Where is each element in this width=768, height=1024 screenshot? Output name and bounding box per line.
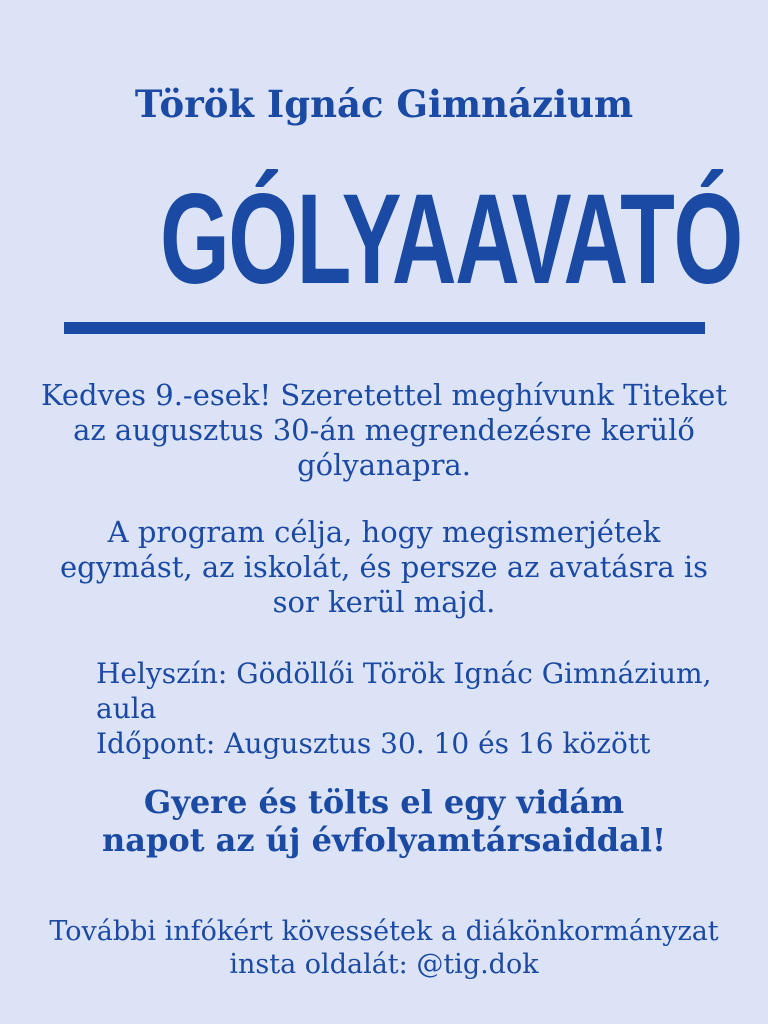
event-title: GÓLYAAVATÓ xyxy=(160,168,742,311)
purpose-paragraph: A program célja, hogy megismerjétek egymást, az iskolát, és persze az avatásra is sor kerül majd. xyxy=(60,515,708,619)
intro-paragraph: Kedves 9.-esek! Szeretettel meghívunk Titeket az augusztus 30-án megrendezésre kerülő gólyanapra. xyxy=(40,378,728,482)
footer-text: További infókért kövessétek a diákönkormányzat insta oldalát: @tig.dok xyxy=(49,916,719,980)
time-line: Időpont: Augusztus 30. 10 és 16 között xyxy=(96,727,651,760)
call-to-action: Gyere és tölts el egy vidám napot az új évfolyamtársaiddal! xyxy=(101,783,667,859)
school-name: Török Ignác Gimnázium xyxy=(134,82,634,126)
location-line: Helyszín: Gödöllői Török Ignác Gimnázium, aula xyxy=(96,657,712,725)
event-info xyxy=(96,656,738,761)
title-underline xyxy=(64,322,705,334)
